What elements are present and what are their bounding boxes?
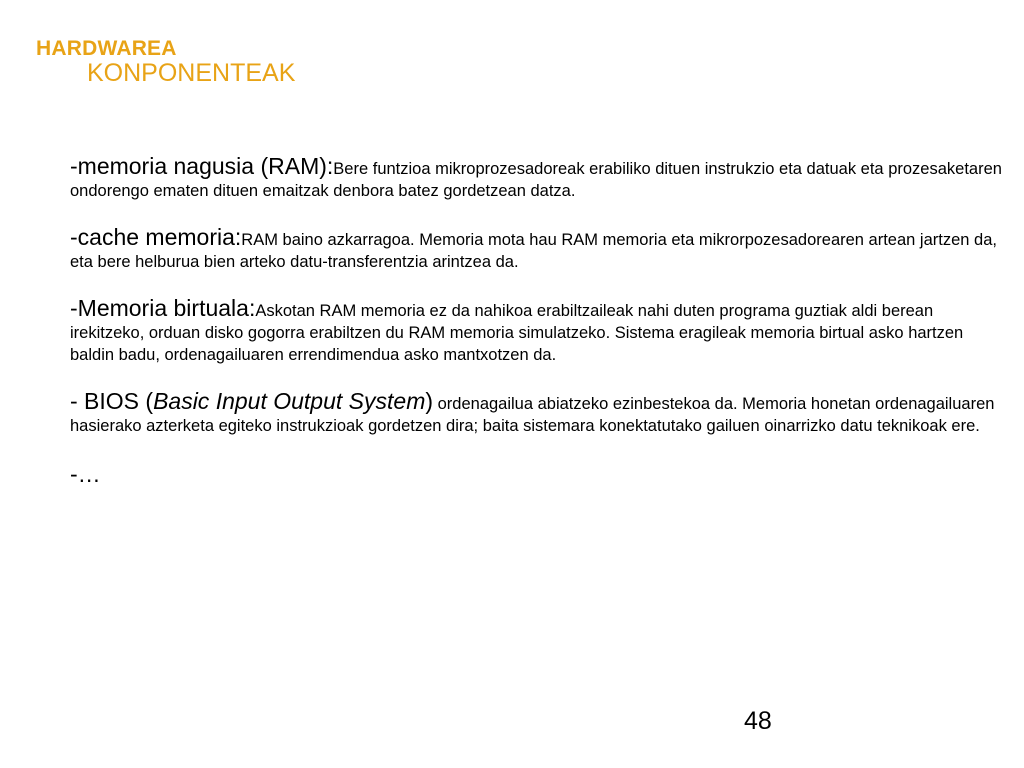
slide-title: HARDWAREA — [36, 37, 177, 60]
item-ram-text: Bere funtzioa mikroprozesadoreak erabiliko dituen instrukzio eta datuak eta prozesaketaren ondorengo ematen dituen emaitzak denbora batez gordetzean datza. — [70, 160, 1002, 200]
item-bios-lead — [70, 388, 433, 414]
item-bios-lead-prefix: - BIOS ( — [70, 388, 154, 414]
item-cache-lead: -cache memoria: — [70, 224, 242, 250]
slide-body — [70, 155, 1010, 485]
item-cache — [70, 226, 1010, 273]
item-bios — [70, 390, 1010, 437]
item-virtual-memory-lead: -Memoria birtuala: — [70, 295, 256, 321]
item-cache-text: RAM baino azkarragoa. Memoria mota hau RAM memoria eta mikrorpozesadorearen artean jartzen da, eta bere helburua bien arteko datu-transferentzia arintzea da. — [70, 231, 997, 271]
slide-subtitle: KONPONENTEAK — [87, 59, 296, 87]
page-number: 48 — [744, 707, 772, 735]
item-bios-text: ordenagailua abiatzeko ezinbestekoa da. Memoria honetan ordenagailuaren hasierako azterketa egiteko instrukzioak gordetzen dira; baita sistemara konektatutako gailuen oinarrizko datu teknikoak ere. — [70, 395, 995, 435]
slide-header — [36, 38, 295, 86]
item-ellipsis: -… — [70, 461, 101, 487]
item-ram-lead: -memoria nagusia (RAM): — [70, 153, 334, 179]
item-virtual-memory — [70, 297, 1010, 366]
item-bios-lead-suffix: ) — [425, 388, 434, 414]
item-ram — [70, 155, 1010, 202]
item-bios-lead-italic: Basic Input Output System — [153, 388, 426, 414]
item-virtual-memory-text: Askotan RAM memoria ez da nahikoa erabiltzaileak nahi duten programa guztiak aldi berean irekitzeko, orduan disko gogorra erabiltzen du RAM memoria simulatzeko. Sistema eragileak memoria birtual asko hartzen baldin badu, ordenagailuaren errendimendua asko mantxotzen da. — [70, 302, 964, 364]
